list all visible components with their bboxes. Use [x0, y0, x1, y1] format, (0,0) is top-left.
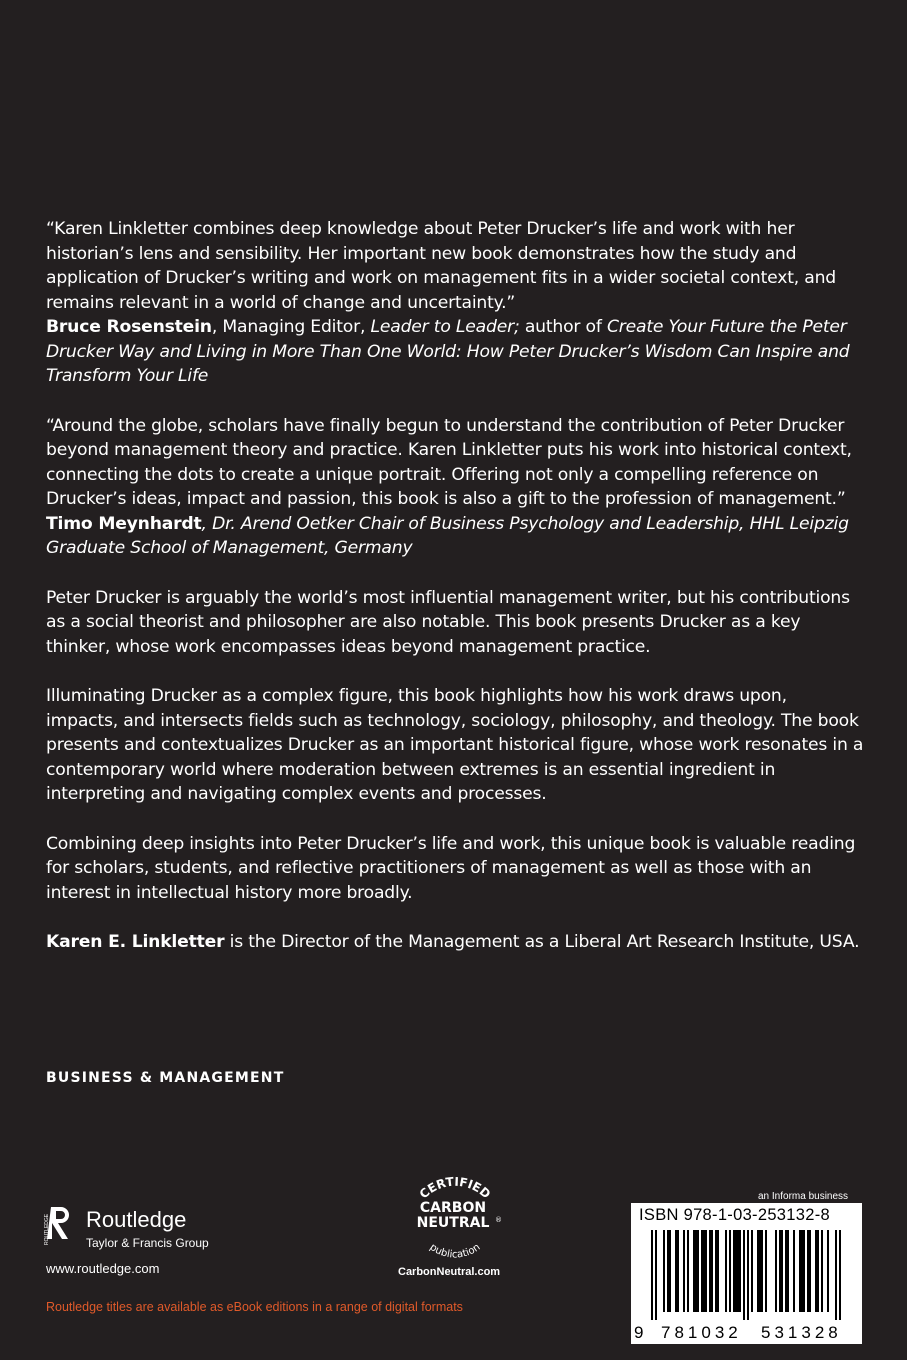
back-cover-text	[46, 217, 864, 955]
quote-1-pub-1: Leader to Leader;	[370, 317, 520, 337]
carbon-line-1: CARBON	[419, 1200, 487, 1216]
barcode-bar	[677, 1230, 679, 1312]
barcode-bar	[675, 1230, 677, 1312]
quote-2: “Around the globe, scholars have finally begun to understand the contribution of Peter Drucker beyond management theory and practice. Karen Linkletter puts his work into historical context, connecting the dots to create a unique portrait. Offering not only a compelling reference on Drucker’s ideas, impact and passion, this book is also a gift to the profession of management.”	[46, 415, 852, 509]
barcode-bar	[729, 1230, 731, 1312]
barcode-bar	[821, 1230, 823, 1312]
barcode-bar	[817, 1230, 819, 1312]
barcode-bar	[803, 1230, 805, 1312]
barcode-bar	[807, 1230, 809, 1312]
barcode-bar	[827, 1230, 829, 1312]
barcode-bar	[663, 1230, 665, 1312]
barcode-bar	[743, 1230, 745, 1320]
barcode-bar	[715, 1230, 717, 1312]
barcode-bar	[711, 1230, 713, 1312]
quote-1-author: Bruce Rosenstein	[46, 317, 212, 337]
publisher-group: Taylor & Francis Group	[86, 1236, 209, 1250]
quote-2-author: Timo Meynhardt	[46, 513, 202, 534]
barcode-bar	[717, 1230, 719, 1312]
barcode-bar	[725, 1230, 727, 1312]
barcode-bar	[809, 1230, 811, 1312]
barcode-bar	[785, 1230, 787, 1312]
quote-1-attribution	[46, 315, 864, 389]
barcode-bar	[703, 1230, 705, 1312]
publisher-url: www.routledge.com	[46, 1261, 160, 1276]
isbn-label: ISBN 978-1-03-253132-8	[639, 1206, 830, 1224]
carbon-publication-text: publication	[427, 1241, 483, 1261]
barcode-first-digit: 9	[634, 1323, 644, 1342]
quote-2-role: , Dr. Arend Oetker Chair of Business Psychology and Leadership, HHL Leipzig Graduate School of Management, Germany	[46, 513, 849, 558]
barcode-bar	[761, 1230, 763, 1312]
quote-1: “Karen Linkletter combines deep knowledge about Peter Drucker’s life and work with her historian’s lens and sensibility. Her important new book demonstrates how the study and application of Drucker’s writing and work on management fits in a wider societal context, and remains relevant in a world of change and uncertainty.”	[46, 219, 836, 313]
routledge-vertical-wordmark: ROUTLEDGE	[44, 1213, 50, 1245]
barcode-bar	[765, 1230, 767, 1312]
svg-text:publication	[428, 1242, 483, 1261]
carbon-certified-text: CERTIFIED	[416, 1174, 494, 1202]
barcode-bar	[705, 1230, 707, 1312]
barcode-bar	[701, 1230, 703, 1312]
barcode-bar	[683, 1230, 685, 1312]
barcode-bar	[835, 1230, 837, 1320]
barcode-bar	[781, 1230, 783, 1312]
barcode-bar	[799, 1230, 801, 1312]
subject-category: BUSINESS & MANAGEMENT	[46, 1070, 285, 1086]
carbon-line-2: NEUTRAL	[416, 1215, 490, 1231]
barcode-bar	[759, 1230, 761, 1312]
carbon-neutral-badge-icon	[395, 1160, 515, 1280]
barcode-bar	[839, 1230, 841, 1320]
description-paragraph: Peter Drucker is arguably the world’s most influential management writer, but his contributions as a social theorist and philosopher are also notable. This book presents Drucker as a key thinker, whose work encompasses ideas beyond management practice.	[46, 587, 850, 657]
svg-text:CERTIFIED	[417, 1175, 494, 1202]
author-name: Karen E. Linkletter	[46, 932, 225, 952]
quote-2-attribution	[46, 512, 864, 561]
barcode-bar	[697, 1230, 699, 1312]
routledge-logo	[44, 1205, 284, 1255]
barcode-bar	[695, 1230, 697, 1312]
author-bio	[46, 930, 864, 955]
barcode-bar	[693, 1230, 695, 1312]
barcode-right-digits: 531328	[761, 1323, 842, 1342]
description-paragraph: Illuminating Drucker as a complex figure, this book highlights how his work draws upon, impacts, and intersects fields such as technology, sociology, philosophy, and theology. The book presents and contextualizes Drucker as an important historical figure, whose work resonates in a contemporary world where moderation between extremes is an essential ingredient in interpreting and navigating complex events and processes.	[46, 686, 864, 804]
quote-1-pub-3: Living in More Than One World: How Peter Drucker’s Wisdom Can Inspire and Transform Your Life	[46, 341, 850, 386]
barcode-bar	[687, 1230, 689, 1312]
barcode-bars-icon	[631, 1230, 862, 1322]
quote-1-role: , Managing Editor,	[211, 317, 371, 337]
informa-note: an Informa business	[758, 1191, 849, 1202]
barcode-bar	[669, 1230, 671, 1312]
barcode-bar	[815, 1230, 817, 1312]
barcode-bar	[757, 1230, 759, 1312]
carbon-registered-mark: ®	[495, 1216, 502, 1224]
ebook-note: Routledge titles are available as eBook editions in a range of digital formats	[46, 1300, 463, 1314]
carbon-url: CarbonNeutral.com	[398, 1266, 501, 1278]
barcode-bar	[739, 1230, 741, 1312]
quote-1-role-2: author of	[519, 317, 607, 337]
quote-1-pub-2: Create Your Future the Peter Drucker Way	[46, 317, 847, 362]
barcode-bar	[651, 1230, 653, 1320]
isbn-barcode	[631, 1203, 862, 1344]
routledge-r-icon	[44, 1205, 74, 1255]
barcode-bar	[801, 1230, 803, 1312]
publisher-name: Routledge	[86, 1207, 187, 1232]
barcode-bar	[667, 1230, 669, 1312]
barcode-bar	[751, 1230, 753, 1312]
barcode-bar	[709, 1230, 711, 1312]
barcode-bar	[733, 1230, 735, 1312]
barcode-bar	[775, 1230, 777, 1312]
barcode-bar	[779, 1230, 781, 1312]
author-bio-text: is the Director of the Management as a Liberal Art Research Institute, USA.	[224, 932, 860, 952]
barcode-bar	[787, 1230, 789, 1312]
barcode-bar	[655, 1230, 657, 1320]
barcode-bar	[793, 1230, 795, 1312]
barcode-left-digits: 781032	[661, 1323, 742, 1342]
description-paragraph: Combining deep insights into Peter Drucker’s life and work, this unique book is valuable reading for scholars, students, and reflective practitioners of management as well as those with an interest in intellectual history more broadly.	[46, 833, 856, 903]
barcode-bar	[737, 1230, 739, 1312]
barcode-bar	[735, 1230, 737, 1312]
quote-1-role-3: and	[154, 341, 197, 362]
barcode-bar	[747, 1230, 749, 1320]
